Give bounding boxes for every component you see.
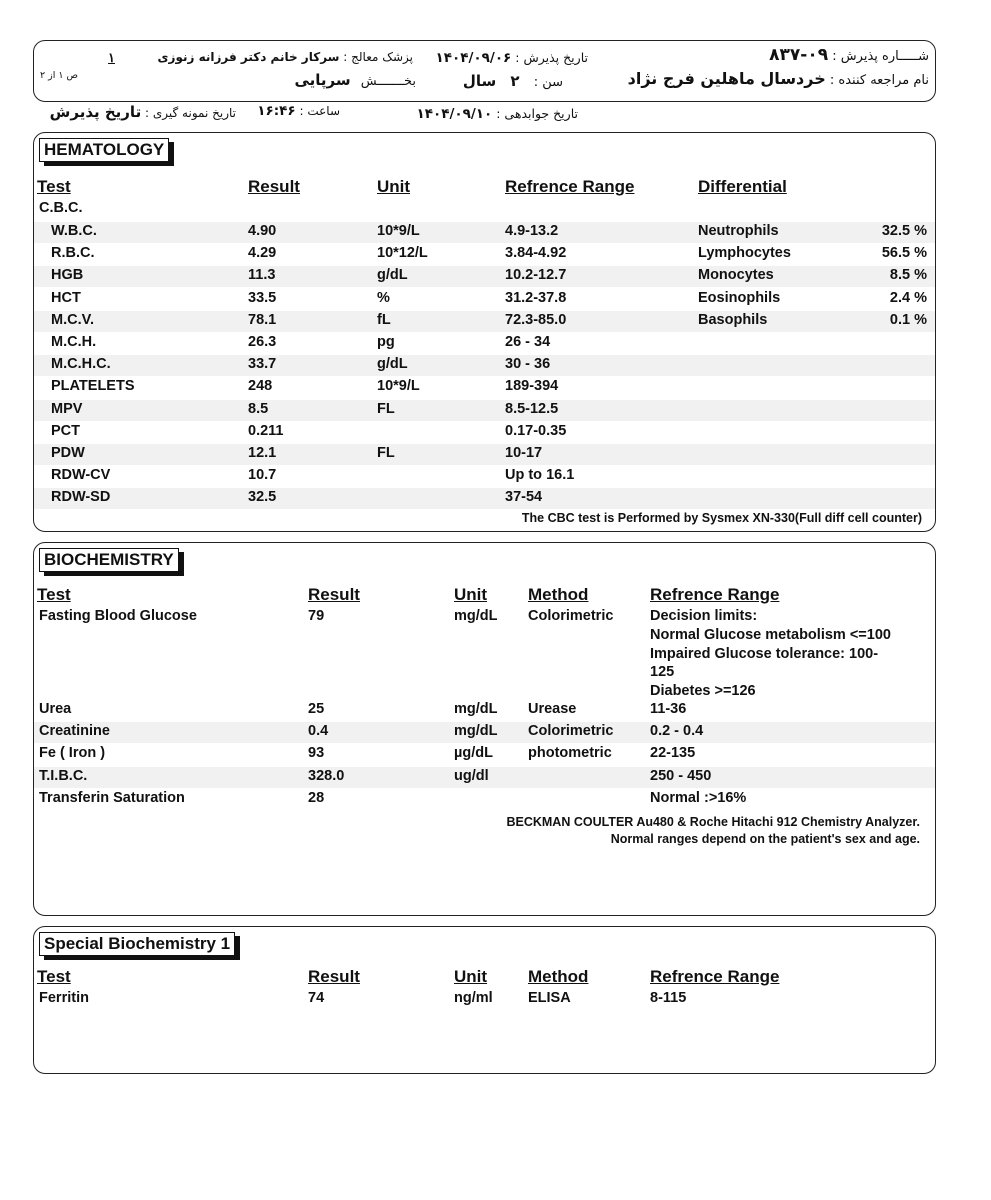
spec-header-range: Refrence Range <box>650 967 780 986</box>
hema-result-value: 4.90 <box>248 223 277 239</box>
special-method: ELISA <box>528 990 571 1006</box>
special-result-value: 74 <box>308 990 325 1006</box>
hema-test-name: W.B.C. <box>51 223 97 239</box>
age <box>463 72 563 90</box>
hema-test-name: PDW <box>51 445 85 461</box>
hema-reference-range: 10.2-12.7 <box>505 267 567 284</box>
special-biochemistry-title: Special Biochemistry 1 <box>39 932 235 956</box>
glucose-range-line: 125 <box>650 664 675 680</box>
hema-header-result: Result <box>248 177 300 196</box>
hema-reference-range: 72.3-85.0 <box>505 311 567 328</box>
hema-reference-range: 3.84-4.92 <box>505 245 567 262</box>
glucose-test: Fasting Blood Glucose <box>39 608 197 624</box>
biochemistry-footer-analyzer: BECKMAN COULTER Au480 & Roche Hitachi 912 Chemistry Analyzer. <box>506 815 920 829</box>
hema-test-name: HCT <box>51 289 81 306</box>
hema-unit: g/dL <box>377 356 408 373</box>
spec-header-unit: Unit <box>454 967 488 986</box>
hema-result-value: 12.1 <box>248 445 277 461</box>
age-unit: سال <box>462 72 497 90</box>
hema-test-name: M.C.H.C. <box>51 356 111 373</box>
table-row <box>34 355 935 376</box>
bio-reference-range: 0.2 - 0.4 <box>650 723 704 740</box>
bio-test-name: Transferin Saturation <box>39 789 185 806</box>
doctor-name: سرکار خانم دکتر فرزانه زنوزی <box>157 50 340 64</box>
table-row <box>34 789 935 810</box>
hema-test-name: M.C.H. <box>51 334 97 350</box>
spec-header-result: Result <box>308 967 360 986</box>
glucose-range-line: Normal Glucose metabolism <=100 <box>650 627 891 643</box>
hema-unit: FL <box>377 400 395 417</box>
hema-result-value: 0.211 <box>248 422 284 439</box>
admission-date <box>436 50 588 66</box>
hema-result-value: 4.29 <box>248 245 277 262</box>
hema-test-name: RDW-SD <box>51 489 111 506</box>
hematology-section <box>33 132 936 532</box>
ward-label: بخـــــــش <box>360 74 416 89</box>
table-row <box>34 744 935 765</box>
special-reference-range: 8-115 <box>650 990 687 1006</box>
hema-reference-range: 31.2-37.8 <box>505 289 567 306</box>
bio-header-range: Refrence Range <box>650 585 780 604</box>
hema-unit: g/dL <box>377 267 408 284</box>
hema-unit: fL <box>377 311 391 328</box>
table-row <box>34 722 935 743</box>
doctor-label: پزشک معالج : <box>343 50 413 64</box>
time <box>257 103 340 119</box>
hema-reference-range: 4.9-13.2 <box>505 223 559 239</box>
bio-test-name: Urea <box>39 701 72 717</box>
differential-percentage: 2.4 % <box>889 289 927 306</box>
hema-result-value: 11.3 <box>248 267 276 284</box>
hema-result-value: 8.5 <box>248 400 269 417</box>
hema-test-name: MPV <box>51 400 83 417</box>
hema-result-value: 26.3 <box>248 334 277 350</box>
bio-header-result: Result <box>308 585 360 604</box>
differential-cell-name: Basophils <box>698 311 768 328</box>
hema-result-value: 33.5 <box>248 289 277 306</box>
bio-unit: mg/dL <box>454 723 498 740</box>
table-row <box>34 700 935 721</box>
bio-result-value: 28 <box>308 789 325 806</box>
age-label: سن : <box>533 75 563 90</box>
hema-reference-range: 37-54 <box>505 489 543 506</box>
differential-percentage: 0.1 % <box>889 311 927 328</box>
ward-value: سرپایی <box>294 71 351 89</box>
hema-header-unit: Unit <box>377 177 411 196</box>
bio-result-value: 328.0 <box>308 767 345 784</box>
hema-unit: 10*12/L <box>377 245 428 262</box>
spec-header-test: Test <box>37 967 71 986</box>
bio-test-name: T.I.B.C. <box>39 767 88 784</box>
patient-name-label: نام مراجعه کننده : <box>829 73 929 88</box>
glucose-method: Colorimetric <box>528 608 614 624</box>
reception-number <box>769 45 929 65</box>
table-row <box>34 444 935 465</box>
bio-method: photometric <box>528 745 612 762</box>
hema-reference-range: 8.5-12.5 <box>505 400 559 417</box>
table-row <box>34 767 935 788</box>
hematology-footer: The CBC test is Performed by Sysmex XN-330(Full diff cell counter) <box>521 511 922 525</box>
sampling-date <box>50 103 236 121</box>
doctor <box>158 50 413 64</box>
table-row <box>34 333 935 354</box>
bio-header-test: Test <box>37 585 71 604</box>
bio-result-value: 93 <box>308 745 325 762</box>
bio-result-value: 0.4 <box>308 723 329 740</box>
hema-result-value: 10.7 <box>248 467 277 484</box>
differential-cell-name: Neutrophils <box>698 223 779 239</box>
hema-reference-range: 30 - 36 <box>505 356 551 373</box>
table-row <box>34 488 935 509</box>
special-test-name: Ferritin <box>39 990 89 1006</box>
admission-date-value: ۱۴۰۴/۰۹/۰۶ <box>435 50 512 66</box>
page-indicator: ص ۱ از ۲ <box>40 70 79 81</box>
admission-date-label: تاریخ پذیرش : <box>515 50 588 65</box>
table-row <box>34 311 935 332</box>
answer-date-value: ۱۴۰۴/۰۹/۱۰ <box>416 106 493 122</box>
glucose-range-line: Impaired Glucose tolerance: 100- <box>650 646 879 662</box>
bio-test-name: Creatinine <box>39 723 110 740</box>
table-row <box>34 400 935 421</box>
hema-result-value: 248 <box>248 378 273 395</box>
differential-percentage: 32.5 % <box>881 223 927 239</box>
hema-unit: 10*9/L <box>377 378 420 395</box>
hema-header-test: Test <box>37 177 71 196</box>
age-value: ۲ <box>510 72 520 90</box>
bio-unit: µg/dL <box>454 745 493 762</box>
glucose-range-line: Decision limits: <box>650 608 758 624</box>
table-row <box>34 222 935 243</box>
sampling-date-value: تاریخ پذیرش <box>49 103 142 121</box>
hema-unit: FL <box>377 445 395 461</box>
spec-header-method: Method <box>528 967 589 986</box>
hema-header-range: Refrence Range <box>505 177 635 196</box>
time-value: ۱۶:۴۶ <box>257 103 296 119</box>
glucose-unit: mg/dL <box>454 608 498 624</box>
hema-unit: % <box>377 289 390 306</box>
doctor-code: ۱ <box>108 50 115 65</box>
answer-date <box>416 106 578 122</box>
bio-reference-range: 11-36 <box>650 701 687 717</box>
bio-method: Colorimetric <box>528 723 614 740</box>
bio-header-unit: Unit <box>454 585 488 604</box>
reception-number-label: شـــــاره پذیرش : <box>832 49 929 64</box>
bio-reference-range: Normal :>16% <box>650 789 747 806</box>
ward <box>294 71 416 89</box>
hema-reference-range: 10-17 <box>505 445 543 461</box>
hema-test-name: PLATELETS <box>51 378 135 395</box>
glucose-result: 79 <box>308 608 325 624</box>
table-row <box>34 989 935 1010</box>
bio-header-method: Method <box>528 585 589 604</box>
answer-date-label: تاریخ جوابدهی : <box>496 106 578 121</box>
hema-test-name: RDW-CV <box>51 467 111 484</box>
special-unit: ng/ml <box>454 990 493 1006</box>
hematology-title: HEMATOLOGY <box>39 138 169 162</box>
hema-test-name: R.B.C. <box>51 245 95 262</box>
table-row <box>34 289 935 310</box>
table-row <box>34 266 935 287</box>
hema-reference-range: Up to 16.1 <box>505 467 575 484</box>
hema-reference-range: 0.17-0.35 <box>505 422 567 439</box>
hema-unit: pg <box>377 334 395 350</box>
differential-cell-name: Eosinophils <box>698 289 781 306</box>
hema-test-name: HGB <box>51 267 84 284</box>
hema-test-name: PCT <box>51 422 80 439</box>
reception-number-value: ۰۹-۸۳۷ <box>769 45 829 65</box>
table-row <box>34 377 935 398</box>
hema-header-differential: Differential <box>698 177 787 196</box>
biochemistry-title: BIOCHEMISTRY <box>39 548 179 572</box>
table-row <box>34 422 935 443</box>
hema-test-name: M.C.V. <box>51 311 94 328</box>
bio-result-value: 25 <box>308 701 325 717</box>
hema-result-value: 78.1 <box>248 311 277 328</box>
hema-result-value: 33.7 <box>248 356 277 373</box>
sampling-date-label: تاریخ نمونه گیری : <box>145 106 236 120</box>
patient-name-value: خردسال ماهلین فرج نژاد <box>627 69 826 88</box>
hema-reference-range: 189-394 <box>505 378 559 395</box>
differential-cell-name: Monocytes <box>698 267 774 284</box>
differential-cell-name: Lymphocytes <box>698 245 791 262</box>
patient-name <box>628 69 929 88</box>
biochemistry-footer-note: Normal ranges depend on the patient's sex and age. <box>610 832 920 846</box>
bio-unit: mg/dL <box>454 701 498 717</box>
hema-reference-range: 26 - 34 <box>505 334 551 350</box>
bio-method: Urease <box>528 701 577 717</box>
bio-reference-range: 22-135 <box>650 745 696 762</box>
glucose-range-line: Diabetes >=126 <box>650 683 756 699</box>
hema-unit: 10*9/L <box>377 223 420 239</box>
bio-unit: ug/dl <box>454 767 489 784</box>
biochemistry-section <box>33 542 936 916</box>
table-row <box>34 244 935 265</box>
hema-result-value: 32.5 <box>248 489 277 506</box>
bio-test-name: Fe ( Iron ) <box>39 745 106 762</box>
differential-percentage: 56.5 % <box>881 245 927 262</box>
special-biochemistry-section <box>33 926 936 1074</box>
differential-percentage: 8.5 % <box>889 267 927 284</box>
bio-reference-range: 250 - 450 <box>650 767 712 784</box>
cbc-group-label: C.B.C. <box>39 200 83 216</box>
table-row <box>34 466 935 487</box>
time-label: ساعت : <box>299 104 340 118</box>
